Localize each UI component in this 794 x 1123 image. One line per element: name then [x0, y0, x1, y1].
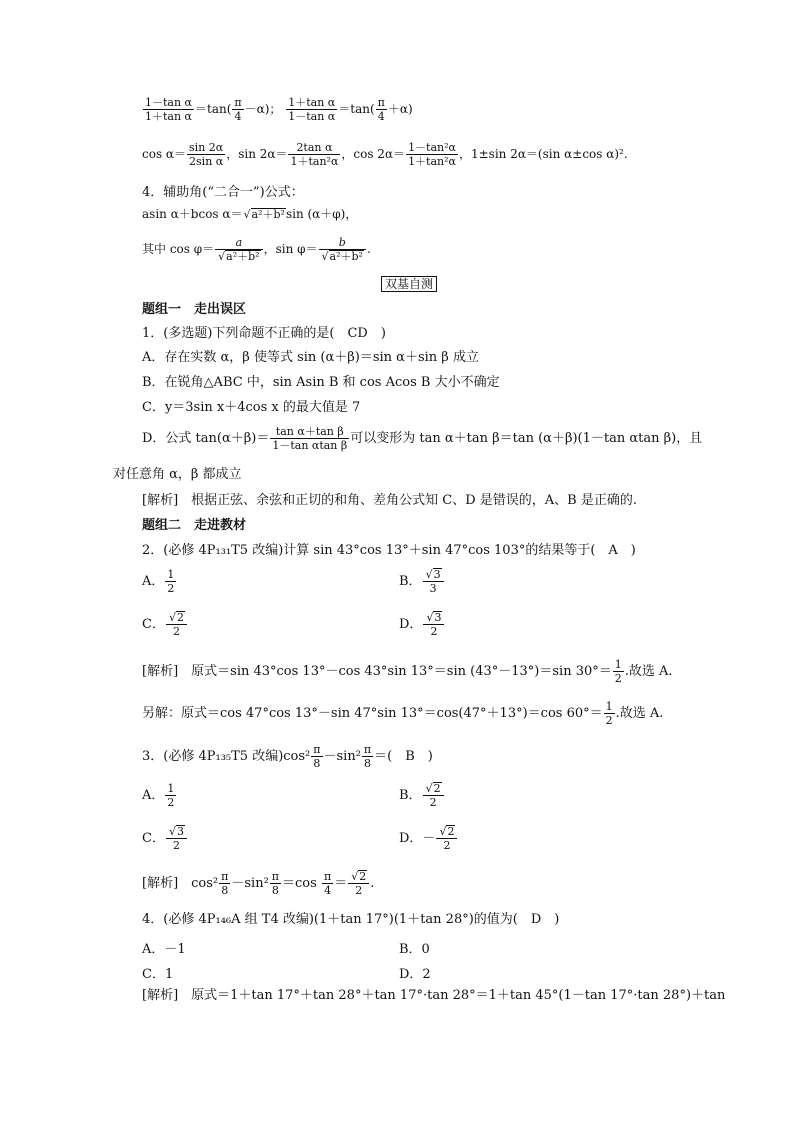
numerator: 2tan α — [288, 141, 340, 155]
q2-option-d: D． √ $\frac{3}{2}$ — [399, 611, 445, 638]
denominator: 1＋tan²α — [408, 155, 456, 168]
text: ，cos 2α＝ — [341, 147, 406, 161]
q2-alt-solution: 另解：原式＝cos 47°cos 13°－sin 47°sin 13°＝cos(47°＋13°)＝cos 60°＝ $\frac{1}{2}$ .故选 A. — [142, 700, 664, 727]
fraction — [232, 96, 243, 123]
text: cos α＝ — [142, 147, 187, 161]
denominator: 4 — [234, 110, 242, 123]
numerator: b — [319, 236, 366, 250]
numerator: sin 2α — [189, 141, 224, 154]
numerator: a — [215, 236, 262, 250]
text: ，sin φ＝ — [263, 242, 318, 256]
fraction: $\frac{\pi}{4}$ — [323, 870, 332, 897]
text: ＋α) — [387, 102, 413, 116]
q1-option-d — [142, 425, 702, 452]
q2-option-a: A． $\frac{1}{2}$ — [142, 568, 175, 595]
numerator: 1－tan α — [145, 96, 192, 109]
aux-angle-formula — [142, 208, 357, 221]
numerator: tan α＋tan β — [270, 425, 349, 439]
q3-solution: [解析] cos² $\frac{\pi}{8}$ －sin² $\frac{\pi}{8}$ ＝cos $\frac{\pi}{4}$ ＝ √ $\frac{2}{2}$ . — [142, 870, 374, 897]
fraction — [270, 425, 349, 452]
denominator: 1＋tan α — [145, 110, 192, 123]
q3-stem: 3．(必修 4P₁₃₅T5 改编)cos² $\frac{\pi}{8}$ －sin² $\frac{\pi}{8}$ ＝( B ) — [142, 743, 433, 770]
aux-angle-title: 4．辅助角(“二合一”)公式： — [142, 185, 304, 200]
q1-solution: [解析] 根据正弦、余弦和正切的和角、差角公式知 C、D 是错误的，A、B 是正确的. — [142, 493, 637, 508]
numerator: π — [234, 96, 242, 109]
text: ＝tan( — [195, 102, 232, 116]
text: sin (α＋φ)， — [285, 207, 358, 221]
q4-option-b: B．0 — [399, 942, 430, 957]
numerator: π — [377, 96, 385, 109]
sqrt — [243, 208, 286, 221]
fraction — [376, 96, 387, 123]
fraction: √ $\frac{2}{2}$ — [348, 870, 369, 897]
text: asin α＋bcos α＝ — [142, 207, 243, 221]
radicand: √ a²＋b² — [251, 208, 286, 221]
fraction — [143, 96, 194, 123]
q3-option-d: D．－ √ $\frac{2}{2}$ — [399, 825, 458, 852]
numerator: 1－tan²α — [408, 141, 456, 154]
fraction: $\frac{\pi}{8}$ — [271, 870, 280, 897]
fraction — [406, 141, 458, 168]
q4-solution: [解析] 原式＝1＋tan 17°＋tan 28°＋tan 17°·tan 28°＝1＋tan 45°(1－tan 17°·tan 28°)＋tan — [142, 988, 726, 1003]
fraction: √ $\frac{2}{2}$ — [423, 782, 444, 809]
text: D．公式 tan(α＋β)＝ — [142, 431, 270, 446]
fraction — [288, 141, 340, 168]
fraction: √ $\frac{2}{2}$ — [166, 611, 187, 638]
text: 可以变形为 tan α＋tan β＝tan (α＋β)(1－tan αtan β)，且 — [350, 431, 703, 446]
q4-stem: 4．(必修 4P₁₄₆A 组 T4 改编)(1＋tan 17°)(1＋tan 28°)的值为( D ) — [142, 912, 560, 927]
banner-label: 双基自测 — [381, 276, 437, 292]
fraction — [215, 236, 262, 263]
text: ，1±sin 2α＝(sin α±cos α)². — [458, 147, 628, 161]
denominator: 4 — [377, 110, 385, 123]
group1-title: 题组一 走出误区 — [142, 302, 247, 317]
fraction: √ $\frac{2}{2}$ — [436, 825, 457, 852]
fraction — [319, 236, 366, 263]
text: －α)； — [244, 102, 282, 116]
formula-line-tan — [142, 96, 413, 123]
aux-angle-where: 其中 cos φ＝ a √ a²＋b² ，sin φ＝ b √ a²＋b² . — [142, 236, 371, 263]
fraction: √ $\frac{3}{2}$ — [423, 611, 444, 638]
q1-option-c: C．y＝3sin x＋4cos x 的最大值是 7 — [142, 400, 361, 415]
q2-option-b: B． √ $\frac{3}{3}$ — [399, 568, 445, 595]
q2-option-c: C． √ $\frac{2}{2}$ — [142, 611, 188, 638]
fraction: $\frac{\pi}{8}$ — [313, 743, 321, 770]
formula-line-double-angle — [142, 141, 628, 168]
denominator: 1＋tan²α — [290, 155, 339, 168]
section-banner — [381, 276, 437, 292]
q2-solution: [解析] 原式＝sin 43°cos 13°－cos 43°sin 13°＝sin (43°－13°)＝sin 30°＝ $\frac{1}{2}$ .故选 A. — [142, 658, 673, 685]
q4-option-a: A．－1 — [142, 942, 186, 957]
denominator: 1－tan α — [288, 110, 336, 123]
fraction — [187, 141, 225, 168]
text: ＝tan( — [338, 102, 375, 116]
denominator — [215, 250, 262, 263]
q4-option-c: C．1 — [142, 967, 174, 982]
fraction: $\frac{1}{2}$ — [614, 658, 622, 685]
numerator: 1＋tan α — [288, 96, 336, 109]
q4-option-d: D．2 — [399, 967, 431, 982]
q1-option-d-cont: 对任意角 α，β 都成立 — [113, 467, 242, 482]
q3-option-a: A． $\frac{1}{2}$ — [142, 782, 175, 809]
q3-option-c: C． √ $\frac{3}{2}$ — [142, 825, 188, 852]
q3-option-b: B． √ $\frac{2}{2}$ — [399, 782, 445, 809]
fraction: $\frac{1}{2}$ — [605, 700, 613, 727]
radicand: √ a²＋b² — [225, 250, 260, 263]
denominator: 1－tan αtan β — [272, 439, 348, 452]
group2-title: 题组二 走进教材 — [142, 518, 247, 533]
fraction: $\frac{\pi}{8}$ — [221, 870, 229, 897]
fraction: $\frac{1}{2}$ — [167, 782, 175, 809]
denominator: 2sin α — [189, 155, 224, 168]
fraction — [286, 96, 337, 123]
q1-option-b: B．在锐角△ABC 中，sin Asin B 和 cos Acos B 大小不确定 — [142, 375, 500, 390]
q1-stem: 1．(多选题)下列命题不正确的是( CD ) — [142, 326, 386, 341]
fraction: √ $\frac{3}{2}$ — [166, 825, 187, 852]
text: 其中 cos φ＝ — [142, 242, 215, 256]
radicand: √ a²＋b² — [329, 250, 364, 263]
text: ，sin 2α＝ — [226, 147, 288, 161]
fraction: √ $\frac{3}{3}$ — [423, 568, 444, 595]
fraction: $\frac{1}{2}$ — [167, 568, 175, 595]
q1-option-a: A．存在实数 α，β 使等式 sin (α＋β)＝sin α＋sin β 成立 — [142, 350, 479, 365]
denominator — [319, 250, 366, 263]
fraction: $\frac{\pi}{8}$ — [363, 743, 372, 770]
q2-stem: 2．(必修 4P₁₃₁T5 改编)计算 sin 43°cos 13°＋sin 47°cos 103°的结果等于( A ) — [142, 543, 636, 558]
